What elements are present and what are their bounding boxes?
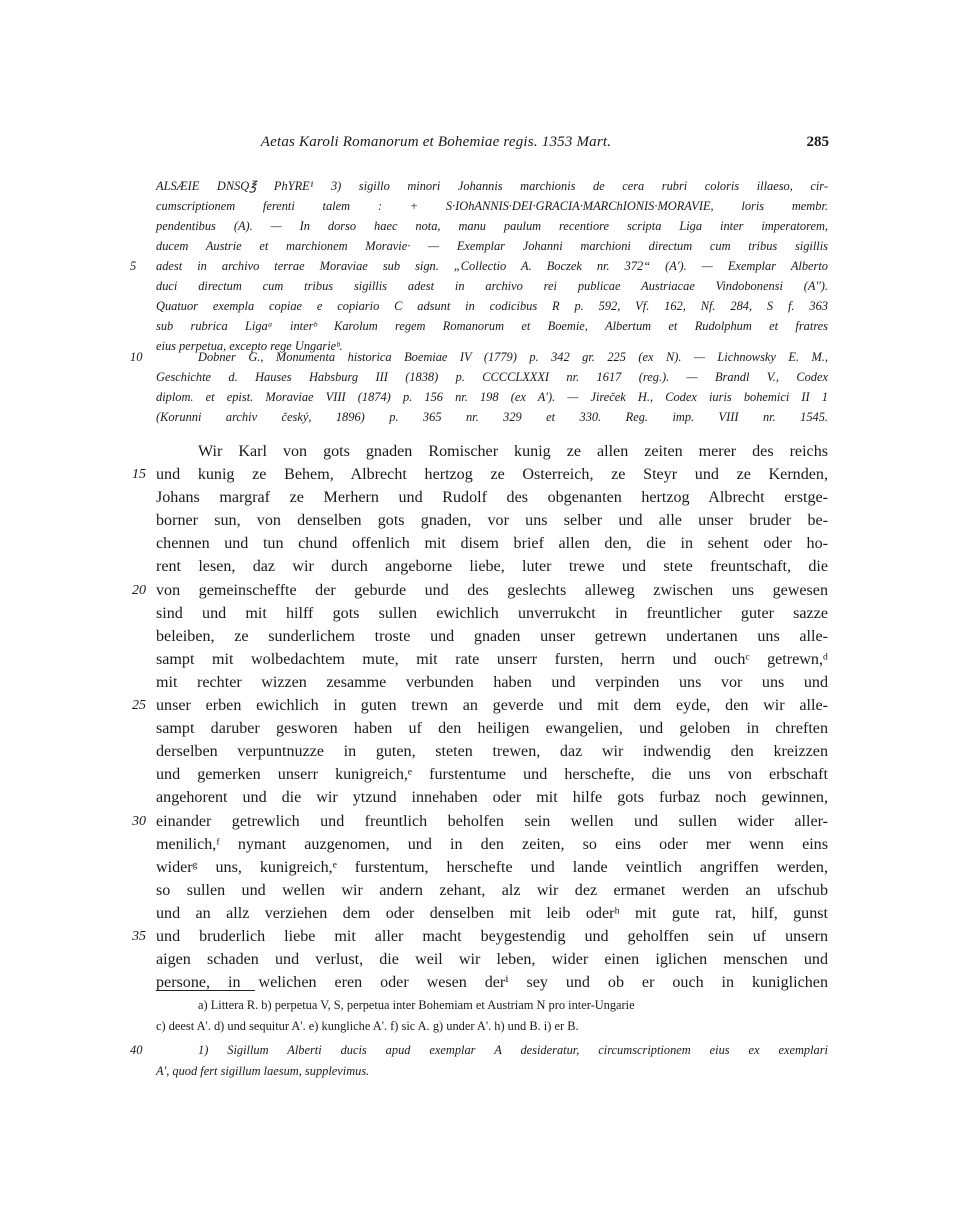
text-line: persone, in welichen eren oder wesen derⁱ sey und ob er ouch in kuniglichen xyxy=(156,974,828,992)
text-line: angehorent und die wir ytzund innehaben oder mit hilfe gots furbaz noch gewinnen, xyxy=(156,789,828,807)
text-line: adest in archivo terrae Moraviae sub sign. „Collectio A. Boczek nr. 372“ (A'). — Exemplar Alberto 5 xyxy=(156,256,828,276)
text-line: und kunig ze Behem, Albrecht hertzog ze Osterreich, ze Steyr und ze Kernden, 15 xyxy=(156,463,828,486)
text-line: Wir Karl von gots gnaden Romischer kunig ze allen zeiten merer des reichs xyxy=(198,443,828,460)
text-line: Dobner G., Monumenta historica Boemiae IV (1779) p. 342 gr. 225 (ex N). — Lichnowsky E. M., 10 xyxy=(156,347,828,367)
text-line: Geschichte d. Hauses Habsburg III (1838) p. CCCCLXXXI nr. 1617 (reg.). — Brandl V., Codex xyxy=(156,370,828,384)
text-line: duci directum cum tribus sigillis adest in archivo rei publicae Austriacae Vindobonensi (A''). xyxy=(156,279,828,293)
line-number: 5 xyxy=(130,259,137,273)
text-line: chennen und tun chund offenlich mit disem brief allen den, die in sehent oder ho- xyxy=(156,535,828,553)
line-number: 10 xyxy=(130,350,143,364)
bibliographic-references xyxy=(130,347,828,427)
critical-apparatus xyxy=(130,176,828,356)
text-line: rent lesen, daz wir durch angeborne liebe, luter trewe und stete freuntschaft, die xyxy=(156,558,828,576)
lettered-footnotes xyxy=(156,995,828,1037)
text-line: pendentibus (A). — In dorso haec nota, manu paulum recentiore scripta Liga inter imperatorem, xyxy=(156,219,828,233)
text-line: ALSÆIE DNSQ℥ PhYRE¹ 3) sigillo minori Johannis marchionis de cera rubri coloris illaeso, cir- xyxy=(156,179,828,193)
text-line: von gemeinscheffte der geburde und des geslechts alleweg zwischen uns gewesen 20 xyxy=(156,579,828,602)
text-line: aigen schaden und verlust, die weil wir leben, wider einen iglichen menschen und xyxy=(156,951,828,969)
line-number: 20 xyxy=(132,582,146,598)
text-line: cumscriptionem ferenti talem : + S·IOhANNIS·DEI·GRACIA·MARChIONIS·MORAVIE, loris membr. xyxy=(156,199,828,213)
line-number: 15 xyxy=(132,467,146,483)
text-line: unser erben ewichlich in guten trewn an geverde und mit dem eyde, den wir alle- 25 xyxy=(156,694,828,717)
text-line: sind und mit hilff gots sullen ewichlich unverrukcht in freuntlicher guter sazze xyxy=(156,604,828,622)
line-number: 25 xyxy=(132,698,146,714)
text-line: borner sun, von denselben gots gnaden, vor uns selber und alle unser bruder be- xyxy=(156,512,828,530)
line-number: 35 xyxy=(132,928,146,944)
text-line: sampt mit wolbedachtem mute, mit rate unserr fursten, herrn und ouchᶜ getrewn,ᵈ xyxy=(156,650,828,668)
text-line: diplom. et epist. Moraviae VIII (1874) p. 156 nr. 198 (ex A'). — Jireček H., Codex iuris bohemici II 1 xyxy=(156,390,828,404)
line-number: 30 xyxy=(132,813,146,829)
text-line: einander getrewlich und freuntlich beholfen sein wellen und sullen wider aller- 30 xyxy=(156,810,828,833)
text-line: und gemerken unserr kunigreich,ᵉ furstentume und herschefte, die uns von erbschaft xyxy=(156,766,828,784)
running-title: Aetas Karoli Romanorum et Bohemiae regis. 1353 Mart. xyxy=(260,134,612,150)
text-line: Quatuor exempla copiae e copiario C adsunt in codicibus R p. 592, Vf. 162, Nf. 284, S f. 363 xyxy=(156,299,828,313)
text-line: und an allz verziehen dem oder denselben mit leib oderʰ mit gute rat, hilf, gunst xyxy=(156,904,828,922)
text-line: Johans margraf ze Merhern und Rudolf des obgenanten hertzog Albrecht erstge- xyxy=(156,489,828,507)
page-number: 285 xyxy=(806,134,829,150)
text-line: (Korunni archiv český, 1896) p. 365 nr. 329 et 330. Reg. imp. VIII nr. 1545. xyxy=(156,410,828,424)
text-line: ducem Austrie et marchionem Moravie· — Exemplar Johanni marchioni directum cum tribus sigillis xyxy=(156,239,828,253)
footnote-rule xyxy=(156,990,255,991)
text-line: derselben verpuntnuzze in guten, steten trewen, daz wir indwendig den kreizzen xyxy=(156,743,828,761)
text-line: widerᵍ uns, kunigreich,ᵉ furstentum, herschefte und lande veintlich angriffen werden, xyxy=(156,858,828,876)
text-line: und bruderlich liebe mit aller macht beygestendig und geholffen sein uf unsern 35 xyxy=(156,925,828,948)
text-line: mit rechter wizzen zesamme verbunden haben und verpinden uns vor uns und xyxy=(156,673,828,691)
numbered-footnotes xyxy=(130,1040,828,1082)
line-number: 40 xyxy=(130,1043,143,1057)
text-line: beleiben, ze sunderlichem troste und gnaden unser getrewn undertanen uns alle- xyxy=(156,627,828,645)
text-line: c) deest A'. d) und sequitur A'. e) kungliche A'. f) sic A. g) under A'. h) und B. i) er B. xyxy=(156,1019,579,1033)
text-line: A', quod fert sigillum laesum, supplevimus. xyxy=(156,1064,370,1078)
text-line: sub rubrica Ligaᵃ interᵇ Karolum regem Romanorum et Boemie, Albertum et Rudolphum et fratres xyxy=(156,319,828,333)
text-line: a) Littera R. b) perpetua V, S, perpetua inter Bohemiam et Austriam N pro inter-Ungarie xyxy=(198,998,635,1012)
text-line: so sullen und wellen wir andern zehant, alz wir dez ermanet werden an ufschub xyxy=(156,881,828,899)
edited-charter-text xyxy=(132,440,828,994)
text-line: sampt daruber gesworen haben uf den heiligen ewangelien, und geloben in chreften xyxy=(156,720,828,738)
text-line: menilich,ᶠ nymant auzgenomen, und in den zeiten, so eins oder mer wenn eins xyxy=(156,835,828,853)
text-line: 1) Sigillum Alberti ducis apud exemplar A desideratur, circumscriptionem eius ex exemplari 40 xyxy=(156,1040,828,1061)
text-line: eius perpetua, excepto rege Ungarieᵇ. xyxy=(156,339,343,353)
